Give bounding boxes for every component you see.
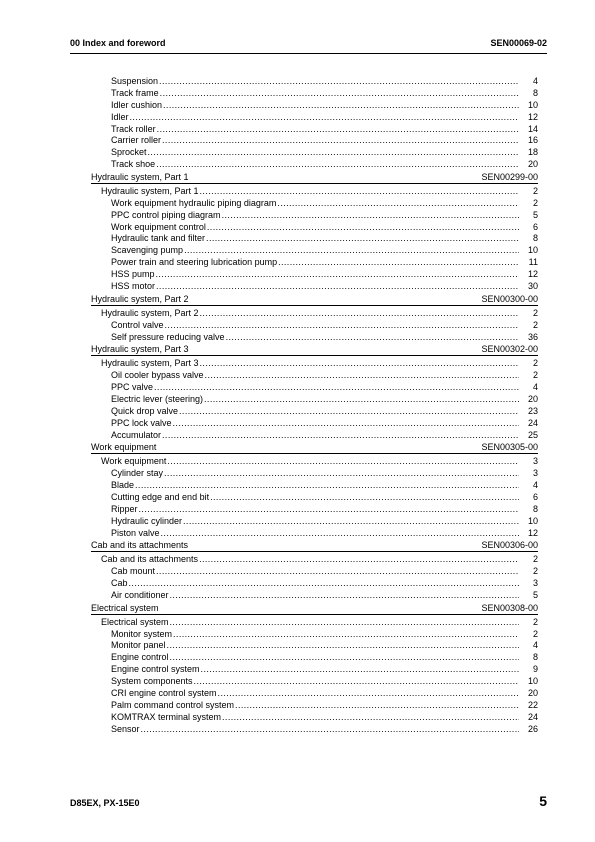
toc-entry-title: HSS motor xyxy=(111,281,156,292)
toc-section-title: Hydraulic system, Part 3 xyxy=(91,344,189,355)
header-document-code: SEN00069-02 xyxy=(490,38,547,48)
toc-section-heading xyxy=(91,343,538,356)
toc-dot-leader xyxy=(170,617,519,629)
toc-entry-page: 6 xyxy=(532,221,538,232)
toc-dot-leader xyxy=(277,198,519,210)
toc-dot-leader xyxy=(154,382,519,394)
toc-entry[interactable] xyxy=(91,76,538,88)
toc-entry-page: 5 xyxy=(532,589,538,600)
toc-entry-title: Electric lever (steering) xyxy=(111,393,204,404)
toc-entry-title: Engine control system xyxy=(111,664,200,675)
toc-entry-title: Ripper xyxy=(111,503,138,514)
toc-entry-title: Work equipment control xyxy=(111,221,206,232)
toc-dot-leader xyxy=(163,100,519,112)
toc-dot-leader xyxy=(130,112,519,124)
toc-dot-leader xyxy=(162,430,519,442)
toc-entry-page: 26 xyxy=(527,723,538,734)
toc-entry-page: 10 xyxy=(527,515,538,526)
toc-entry-page: 20 xyxy=(527,393,538,404)
toc-entry-title: Idler cushion xyxy=(111,99,163,110)
toc-dot-leader xyxy=(235,700,519,712)
toc-entry[interactable] xyxy=(91,688,538,700)
toc-dot-leader xyxy=(156,281,519,293)
toc-dot-leader xyxy=(199,554,519,566)
toc-entry[interactable] xyxy=(91,281,538,293)
toc-entry[interactable] xyxy=(91,245,538,257)
toc-entry-title: Cutting edge and end bit xyxy=(111,491,210,502)
toc-section-title: Hydraulic system, Part 1 xyxy=(91,172,189,183)
toc-entry[interactable] xyxy=(91,332,538,344)
toc-entry-title: Quick drop valve xyxy=(111,405,179,416)
toc-entry[interactable] xyxy=(91,257,538,269)
toc-entry-page: 4 xyxy=(532,640,538,651)
toc-entry[interactable] xyxy=(91,640,538,652)
toc-entry-page: 2 xyxy=(532,319,538,330)
toc-entry[interactable] xyxy=(91,88,538,100)
toc-entry[interactable] xyxy=(91,480,538,492)
toc-entry-title: Piston valve xyxy=(111,527,160,538)
toc-entry-title: Palm command control system xyxy=(111,699,235,710)
toc-entry-page: 2 xyxy=(532,197,538,208)
toc-dot-leader xyxy=(160,88,519,100)
toc-entry-title: Hydraulic cylinder xyxy=(111,515,183,526)
toc-entry-page: 10 xyxy=(527,676,538,687)
toc-dot-leader xyxy=(170,652,519,664)
toc-dot-leader xyxy=(167,456,519,468)
table-of-contents xyxy=(91,76,538,736)
toc-entry-page: 8 xyxy=(532,87,538,98)
toc-section-heading xyxy=(91,602,538,615)
page-header xyxy=(70,38,547,48)
toc-dot-leader xyxy=(135,480,519,492)
toc-entry[interactable] xyxy=(91,492,538,504)
toc-section-heading xyxy=(91,293,538,306)
toc-entry-page: 10 xyxy=(527,99,538,110)
toc-section-code: SEN00305-00 xyxy=(481,442,538,453)
toc-entry-page: 9 xyxy=(532,664,538,675)
toc-entry-title: PPC lock valve xyxy=(111,417,172,428)
toc-entry-page: 8 xyxy=(532,233,538,244)
toc-entry[interactable] xyxy=(91,578,538,590)
toc-entry-page: 12 xyxy=(527,269,538,280)
toc-dot-leader xyxy=(139,504,519,516)
toc-entry-page: 4 xyxy=(532,381,538,392)
header-divider xyxy=(70,53,547,54)
toc-entry-page: 20 xyxy=(527,159,538,170)
toc-section-code: SEN00306-00 xyxy=(481,540,538,551)
page-footer xyxy=(70,793,547,809)
toc-entry-title: Power train and steering lubrication pump xyxy=(111,257,278,268)
toc-entry[interactable] xyxy=(91,617,538,629)
toc-dot-leader xyxy=(167,640,519,652)
toc-entry-page: 2 xyxy=(532,566,538,577)
header-chapter-title: 00 Index and foreword xyxy=(70,38,166,48)
toc-entry[interactable] xyxy=(91,504,538,516)
toc-entry-title: KOMTRAX terminal system xyxy=(111,711,222,722)
toc-section-title: Electrical system xyxy=(91,602,159,613)
toc-entry[interactable] xyxy=(91,186,538,198)
toc-entry-page: 14 xyxy=(527,123,538,134)
toc-entry[interactable] xyxy=(91,198,538,210)
toc-section-title: Cab and its attachments xyxy=(91,540,189,551)
toc-entry-title: Air conditioner xyxy=(111,589,169,600)
toc-dot-leader xyxy=(164,468,519,480)
toc-entry[interactable] xyxy=(91,676,538,688)
toc-entry-title: Track frame xyxy=(111,87,159,98)
toc-entry[interactable] xyxy=(91,320,538,332)
toc-dot-leader xyxy=(184,245,519,257)
toc-entry-title: Oil cooler bypass valve xyxy=(111,370,204,381)
toc-entry-page: 11 xyxy=(528,257,538,268)
toc-entry-title: Hydraulic system, Part 2 xyxy=(101,307,199,318)
toc-entry[interactable] xyxy=(91,700,538,712)
toc-entry-page: 2 xyxy=(532,358,538,369)
toc-entry[interactable] xyxy=(91,516,538,528)
toc-entry-title: Scavenging pump xyxy=(111,245,184,256)
toc-dot-leader xyxy=(179,406,519,418)
toc-entry-title: Hydraulic tank and filter xyxy=(111,233,206,244)
toc-dot-leader xyxy=(206,233,519,245)
toc-dot-leader xyxy=(201,664,519,676)
toc-entry[interactable] xyxy=(91,724,538,736)
toc-entry-title: Hydraulic system, Part 1 xyxy=(101,185,199,196)
footer-page-number: 5 xyxy=(539,793,547,809)
toc-entry-page: 3 xyxy=(532,578,538,589)
toc-dot-leader xyxy=(170,590,519,602)
toc-entry-title: PPC valve xyxy=(111,381,154,392)
toc-entry[interactable] xyxy=(91,406,538,418)
toc-dot-leader xyxy=(173,418,519,430)
toc-entry[interactable] xyxy=(91,712,538,724)
toc-entry[interactable] xyxy=(91,566,538,578)
toc-entry[interactable] xyxy=(91,418,538,430)
toc-entry-title: CRI engine control system xyxy=(111,687,217,698)
toc-entry[interactable] xyxy=(91,394,538,406)
toc-entry-title: Work equipment hydraulic piping diagram xyxy=(111,197,277,208)
toc-dot-leader xyxy=(218,688,519,700)
toc-entry-title: Cab and its attachments xyxy=(101,554,199,565)
toc-dot-leader xyxy=(165,320,519,332)
toc-entry[interactable] xyxy=(91,308,538,320)
toc-entry[interactable] xyxy=(91,382,538,394)
toc-entry-page: 18 xyxy=(527,147,538,158)
toc-entry-page: 25 xyxy=(527,429,538,440)
toc-dot-leader xyxy=(222,712,519,724)
toc-entry[interactable] xyxy=(91,468,538,480)
toc-entry-title: Work equipment xyxy=(101,456,167,467)
toc-dot-leader xyxy=(200,358,519,370)
toc-entry-title: System components xyxy=(111,676,193,687)
toc-entry[interactable] xyxy=(91,124,538,136)
toc-dot-leader xyxy=(159,76,519,88)
toc-entry[interactable] xyxy=(91,664,538,676)
toc-entry[interactable] xyxy=(91,358,538,370)
toc-entry[interactable] xyxy=(91,100,538,112)
toc-entry-page: 22 xyxy=(527,699,538,710)
toc-entry[interactable] xyxy=(91,456,538,468)
toc-entry[interactable] xyxy=(91,652,538,664)
toc-entry-page: 8 xyxy=(532,652,538,663)
toc-entry[interactable] xyxy=(91,590,538,602)
toc-dot-leader xyxy=(200,308,519,320)
toc-dot-leader xyxy=(162,135,519,147)
toc-entry-page: 6 xyxy=(532,491,538,502)
toc-entry-title: Engine control xyxy=(111,652,169,663)
toc-entry-title: Cylinder stay xyxy=(111,468,164,479)
toc-section-title: Hydraulic system, Part 2 xyxy=(91,293,189,304)
toc-entry-page: 3 xyxy=(532,468,538,479)
toc-dot-leader xyxy=(129,578,519,590)
toc-dot-leader xyxy=(173,629,519,641)
toc-entry-page: 2 xyxy=(532,554,538,565)
toc-entry-title: Blade xyxy=(111,480,135,491)
toc-entry-title: Track roller xyxy=(111,123,156,134)
toc-section-heading xyxy=(91,539,538,552)
toc-entry-page: 10 xyxy=(527,245,538,256)
toc-entry-title: Suspension xyxy=(111,76,159,86)
toc-entry-page: 2 xyxy=(532,307,538,318)
toc-dot-leader xyxy=(157,124,519,136)
toc-entry-title: HSS pump xyxy=(111,269,155,280)
toc-section-title: Work equipment xyxy=(91,442,157,453)
toc-section-code: SEN00299-00 xyxy=(481,172,538,183)
toc-dot-leader xyxy=(194,676,519,688)
toc-section-code: SEN00300-00 xyxy=(481,293,538,304)
toc-entry-page: 4 xyxy=(532,480,538,491)
toc-entry-page: 36 xyxy=(527,331,538,342)
toc-entry[interactable] xyxy=(91,135,538,147)
toc-entry-page: 4 xyxy=(532,76,538,86)
toc-entry[interactable] xyxy=(91,528,538,540)
toc-entry-page: 23 xyxy=(527,405,538,416)
toc-entry-title: Monitor system xyxy=(111,628,173,639)
toc-entry[interactable] xyxy=(91,430,538,442)
toc-entry-title: Accumulator xyxy=(111,429,162,440)
toc-entry-page: 2 xyxy=(532,628,538,639)
toc-entry-page: 8 xyxy=(532,503,538,514)
toc-entry[interactable] xyxy=(91,222,538,234)
toc-dot-leader xyxy=(210,492,519,504)
toc-entry-title: Cab xyxy=(111,578,128,589)
toc-dot-leader xyxy=(141,724,519,736)
toc-entry-page: 2 xyxy=(532,616,538,627)
toc-dot-leader xyxy=(148,147,519,159)
toc-dot-leader xyxy=(207,222,519,234)
toc-dot-leader xyxy=(278,257,519,269)
toc-entry[interactable] xyxy=(91,210,538,222)
toc-entry-page: 2 xyxy=(532,370,538,381)
toc-entry-page: 20 xyxy=(527,687,538,698)
toc-entry[interactable] xyxy=(91,554,538,566)
toc-dot-leader xyxy=(200,186,519,198)
toc-section-code: SEN00308-00 xyxy=(481,602,538,613)
toc-entry[interactable] xyxy=(91,147,538,159)
toc-entry-title: Sensor xyxy=(111,723,140,734)
toc-entry-title: Self pressure reducing valve xyxy=(111,331,225,342)
toc-entry-page: 30 xyxy=(527,281,538,292)
toc-entry[interactable] xyxy=(91,269,538,281)
toc-entry-page: 12 xyxy=(527,111,538,122)
toc-entry-title: Track shoe xyxy=(111,159,156,170)
toc-entry[interactable] xyxy=(91,233,538,245)
toc-entry-page: 24 xyxy=(527,417,538,428)
toc-dot-leader xyxy=(156,159,519,171)
toc-entry-title: PPC control piping diagram xyxy=(111,209,221,220)
toc-dot-leader xyxy=(156,269,519,281)
toc-entry-title: Monitor panel xyxy=(111,640,166,651)
toc-entry-title: Sprocket xyxy=(111,147,147,158)
toc-entry-page: 2 xyxy=(532,185,538,196)
toc-entry-page: 24 xyxy=(527,711,538,722)
toc-entry[interactable] xyxy=(91,370,538,382)
toc-dot-leader xyxy=(161,528,519,540)
toc-dot-leader xyxy=(183,516,519,528)
toc-dot-leader xyxy=(204,394,519,406)
toc-entry-title: Carrier roller xyxy=(111,135,162,146)
toc-entry[interactable] xyxy=(91,629,538,641)
footer-model-name: D85EX, PX-15E0 xyxy=(70,798,140,808)
toc-entry-page: 12 xyxy=(527,527,538,538)
toc-entry[interactable] xyxy=(91,112,538,124)
toc-entry[interactable] xyxy=(91,159,538,171)
toc-entry-title: Hydraulic system, Part 3 xyxy=(101,358,199,369)
toc-entry-title: Control valve xyxy=(111,319,164,330)
toc-entry-title: Idler xyxy=(111,111,129,122)
toc-section-code: SEN00302-00 xyxy=(481,344,538,355)
toc-dot-leader xyxy=(205,370,519,382)
toc-entry-page: 5 xyxy=(532,209,538,220)
toc-dot-leader xyxy=(222,210,519,222)
toc-entry-page: 3 xyxy=(532,456,538,467)
toc-section-heading xyxy=(91,171,538,184)
toc-entry-title: Electrical system xyxy=(101,616,169,627)
toc-section-heading xyxy=(91,441,538,454)
toc-dot-leader xyxy=(226,332,519,344)
toc-entry-title: Cab mount xyxy=(111,566,156,577)
toc-entry-page: 16 xyxy=(527,135,538,146)
toc-dot-leader xyxy=(156,566,519,578)
